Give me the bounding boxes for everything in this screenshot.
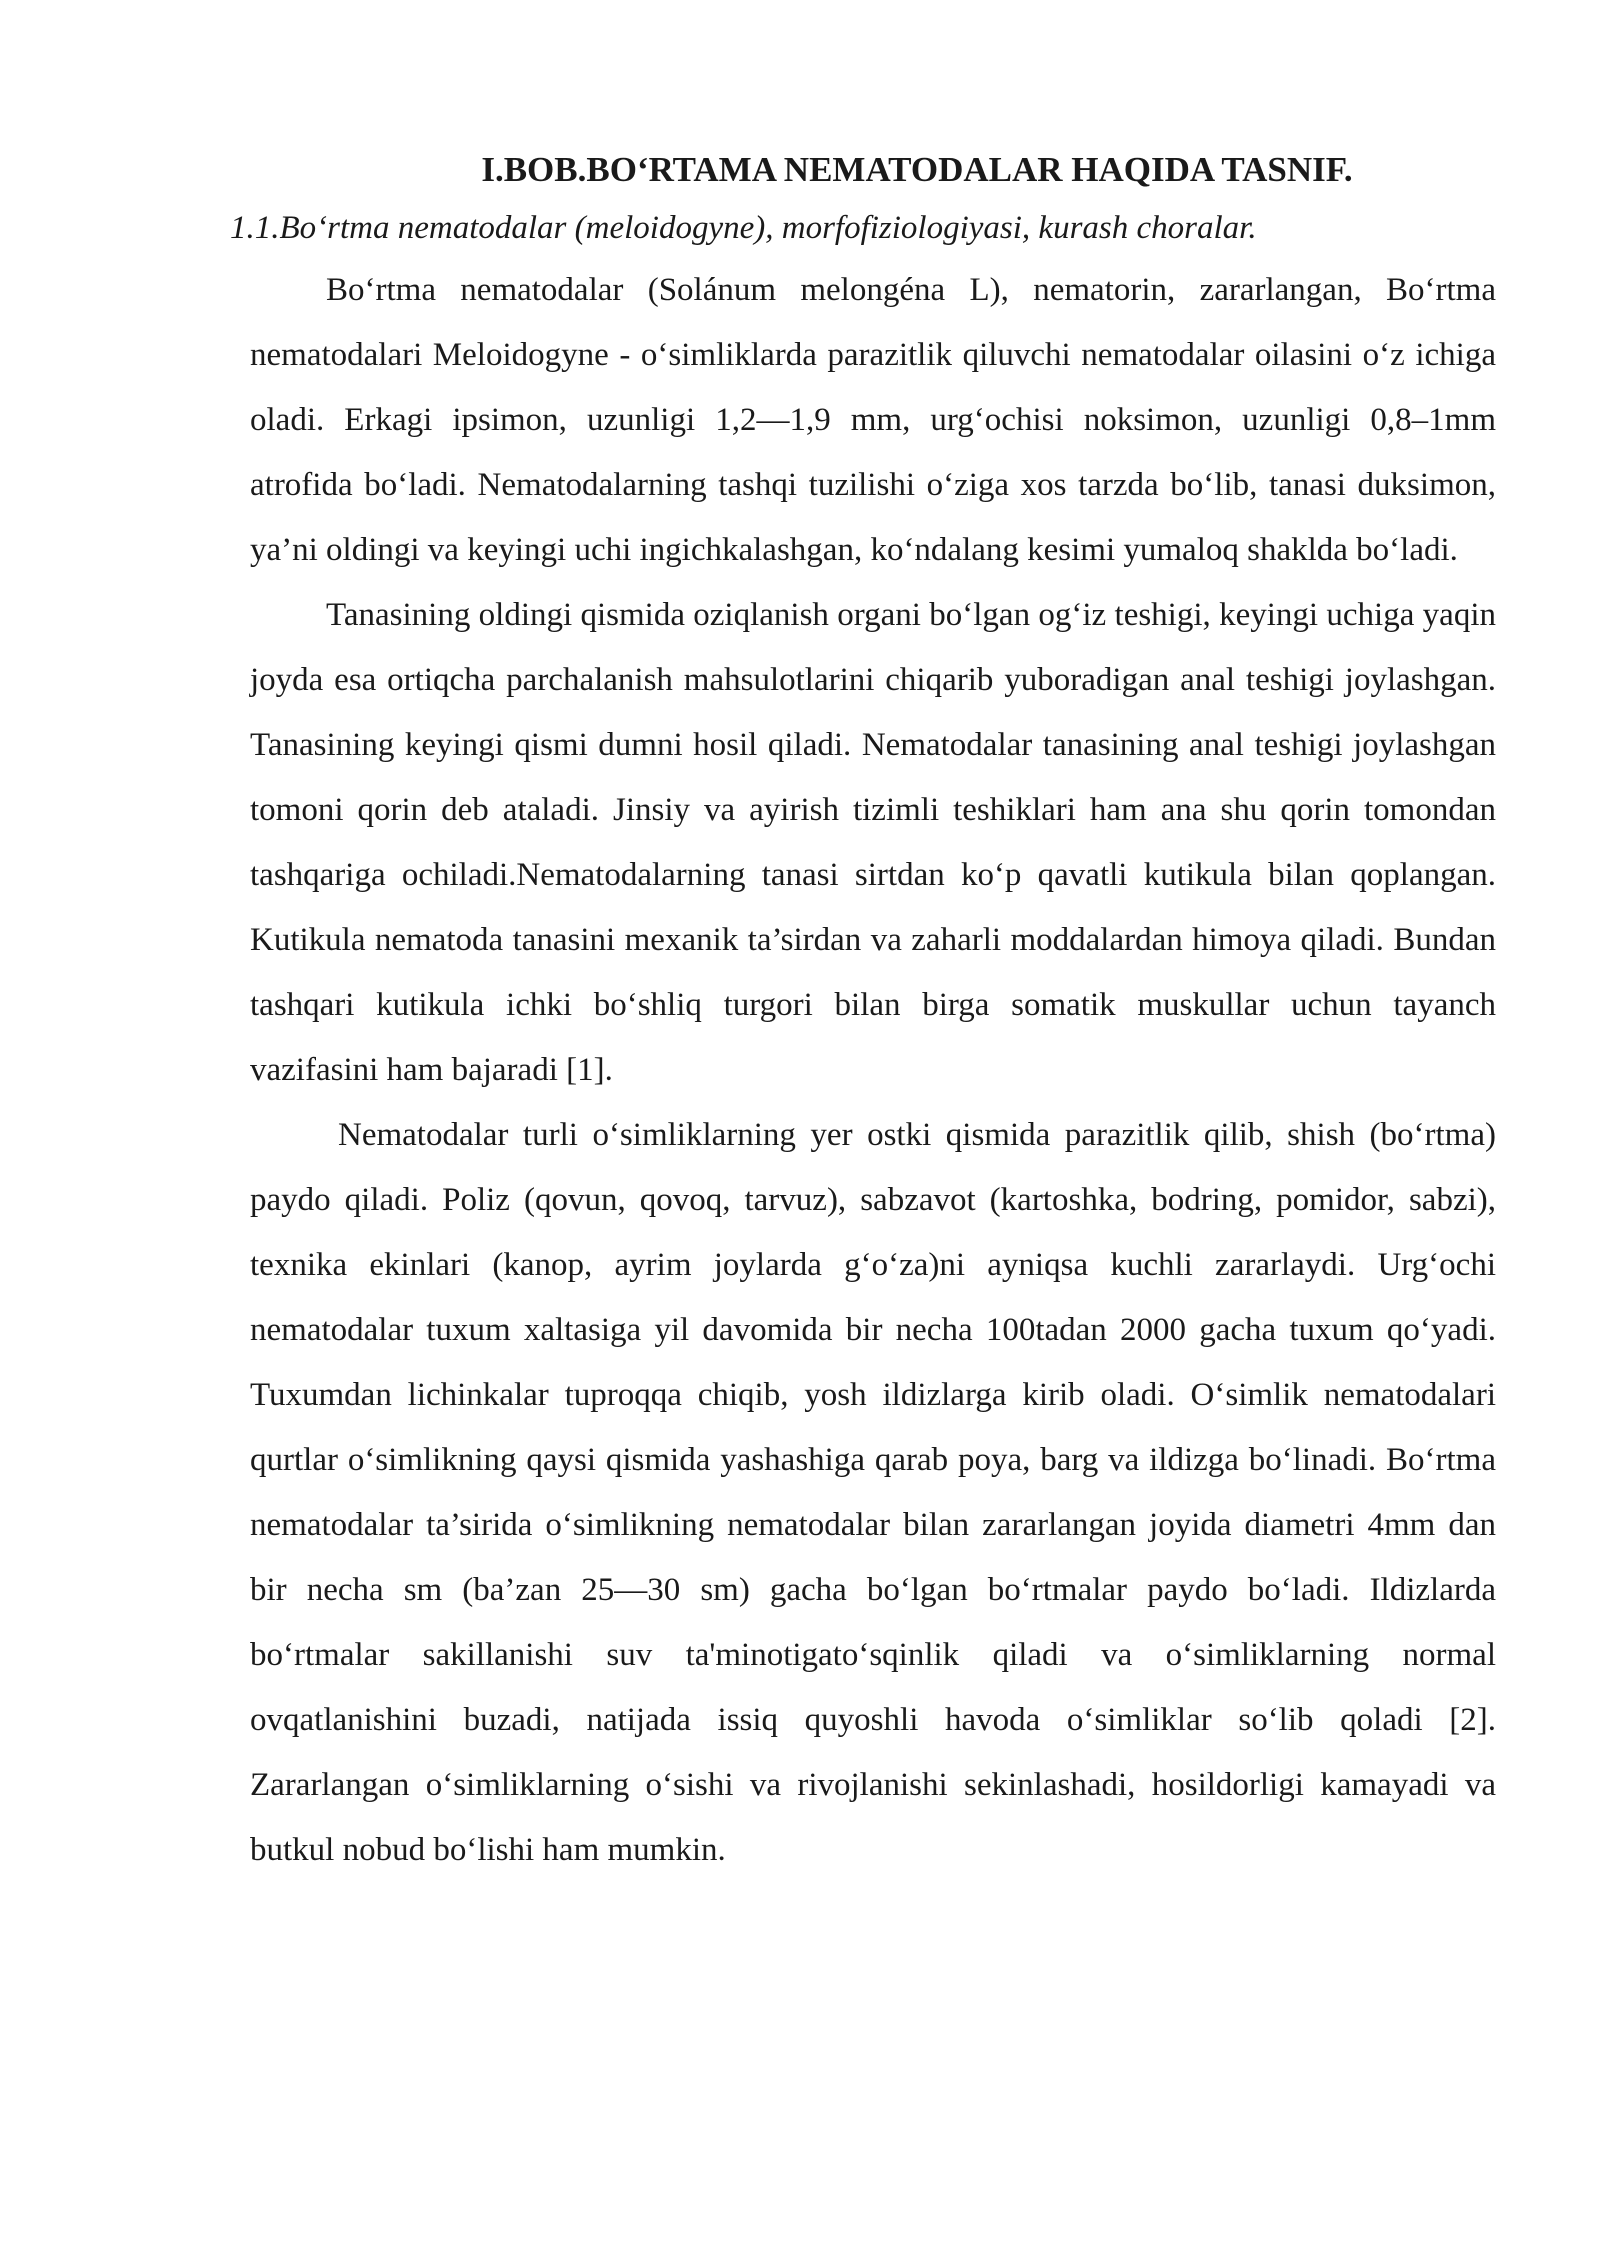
paragraph-1: Bo‘rtma nematodalar (Solánum melongéna L), nematorin, zararlangan, Bo‘rtma nematodalari Meloidogyne - o‘simliklarda parazitlik qiluvchi nematodalar oilasini o‘z ichiga oladi. Erkagi ipsimon, uzunligi 1,2—1,9 mm, urg‘ochisi noksimon, uzunligi 0,8–1mm atrofida bo‘ladi. Nematodalarning tashqi tuzilishi o‘ziga xos tarzda bo‘lib, tanasi duksimon, ya’ni oldingi va keyingi uchi ingichkalashgan, ko‘ndalang kesimi yumaloq shaklda bo‘ladi. (250, 272, 1496, 568)
paragraph-2: Tanasining oldingi qismida oziqlanish organi bo‘lgan og‘iz teshigi, keyingi uchiga yaqin joyda esa ortiqcha parchalanish mahsulotlarini chiqarib yuboradigan anal teshigi joylashgan. Tanasining keyingi qismi dumni hosil qiladi. Nematodalar tanasining anal teshigi joylashgan tomoni qorin deb ataladi. Jinsiy va ayirish tizimli teshiklari ham ana shu qorin tomondan tashqariga ochiladi.Nematodalarning tanasi sirtdan ko‘p qavatli kutikula bilan qoplangan. Kutikula nematoda tanasini mexanik ta’sirdan va zaharli moddalardan himoya qiladi. Bundan tashqari kutikula ichki bo‘shliq turgori bilan birga somatik muskullar uchun tayanch vazifasini ham bajaradi [1]. (250, 597, 1496, 1088)
paragraph-3: Nematodalar turli o‘simliklarning yer ostki qismida parazitlik qilib, shish (bo‘rtma) paydo qiladi. Poliz (qovun, qovoq, tarvuz), sabzavot (kartoshka, bodring, pomidor, sabzi), texnika ekinlari (kanop, ayrim joylarda g‘o‘za)ni ayniqsa kuchli zararlaydi. Urg‘ochi nematodalar tuxum xaltasiga yil davomida bir necha 100tadan 2000 gacha tuxum qo‘yadi. Tuxumdan lichinkalar tuproqqa chiqib, yosh ildizlarga kirib oladi. O‘simlik nematodalari qurtlar o‘simlikning qaysi qismida yashashiga qarab poya, barg va ildizga bo‘linadi. Bo‘rtma nematodalar ta’sirida o‘simlikning nematodalar bilan zararlangan joyida diametri 4mm dan bir necha sm (ba’zan 25—30 sm) gacha bo‘lgan bo‘rtmalar paydo bo‘ladi. Ildizlarda bo‘rtmalar sakillanishi suv ta'minotigato‘sqinlik qiladi va o‘simliklarning normal ovqatlanishini buzadi, natijada issiq quyoshli havoda o‘simliklar so‘lib qoladi [2]. Zararlangan o‘simliklarning o‘sishi va rivojlanishi sekinlashadi, hosildorligi kamayadi va butkul nobud bo‘lishi ham mumkin. (250, 1117, 1496, 1868)
chapter-title: I.BOB.BO‘RTAMA NEMATODALAR HAQIDA TASNIF. (481, 150, 1353, 189)
section-title: 1.1.Bo‘rtma nematodalar (meloidogyne), morfofiziologiyasi, kurash choralar. (230, 210, 1257, 246)
document-page (230, 150, 1496, 1883)
